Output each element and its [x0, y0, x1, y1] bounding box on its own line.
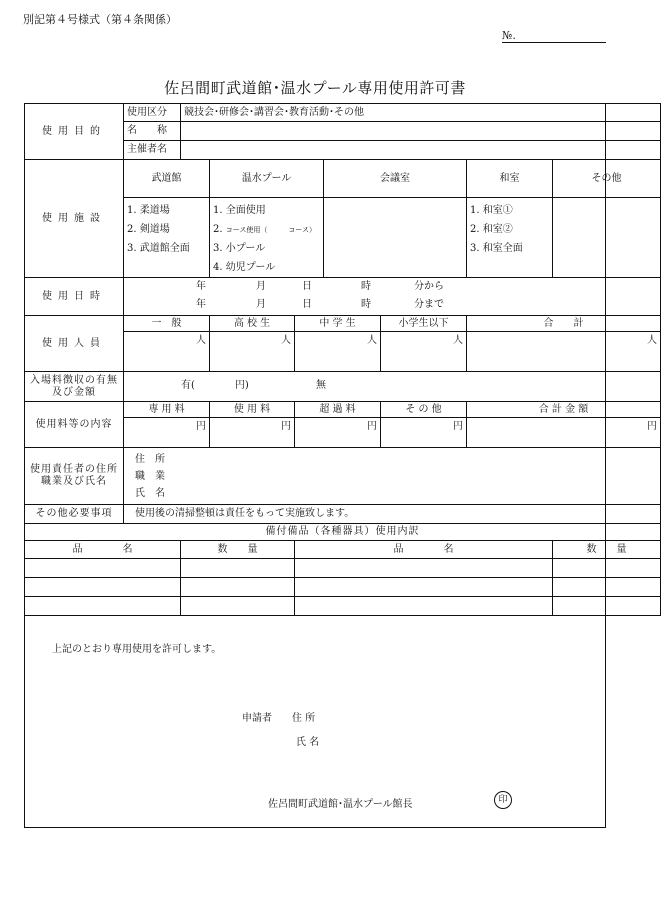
inventory-cell[interactable] — [181, 597, 295, 616]
other-requirements-text: 使用後の清掃整頓は責任をもって実施致します。 — [124, 505, 661, 524]
attendance-elementary-field[interactable]: 人 — [381, 332, 467, 372]
attendance-label: 使用人員 — [25, 316, 124, 372]
inventory-cell[interactable] — [25, 559, 181, 578]
end-month: 月 — [256, 299, 266, 310]
inventory-header-qty-2: 数 量 — [553, 541, 661, 559]
fee-overtime-field[interactable]: 円 — [295, 418, 381, 448]
fee-header-other: そ の 他 — [381, 402, 467, 418]
facility-header-washitsu: 和室 — [467, 160, 553, 198]
facility-header-meeting-room: 会議室 — [324, 160, 467, 198]
inventory-header-item-1: 品 名 — [25, 541, 181, 559]
category-label: 使用区分 — [124, 104, 181, 122]
fee-header-total: 合 計 金 額 — [467, 402, 661, 418]
end-day: 日 — [302, 299, 312, 310]
schedule-label: 使用日時 — [25, 278, 124, 316]
fee-header-usage: 使 用 料 — [210, 402, 295, 418]
facility-header-other: その他 — [553, 160, 661, 198]
inventory-header-qty-1: 数 量 — [181, 541, 295, 559]
applicant-name-label: 氏 名 — [296, 737, 320, 748]
applicant-address-label: 申請者 住 所 — [242, 713, 316, 724]
option-washitsu-2[interactable]: 2. 和室② — [470, 224, 513, 235]
meeting-room-options[interactable] — [324, 198, 467, 278]
attendance-total-field[interactable]: 人 — [467, 332, 661, 372]
event-name-label: 名 称 — [124, 122, 181, 141]
start-minute-from: 分から — [414, 281, 444, 292]
inventory-cell[interactable] — [553, 597, 661, 616]
table-row — [25, 597, 661, 616]
category-options: 競技会･研修会･講習会･教育活動･その他 — [181, 104, 661, 122]
fee-total-field[interactable]: 円 — [467, 418, 661, 448]
inventory-cell[interactable] — [25, 578, 181, 597]
admission-no[interactable]: 無 — [316, 380, 326, 391]
issuer-name: 佐呂間町武道館･温水プール館長 — [268, 799, 413, 810]
option-washitsu-full[interactable]: 3. 和室全面 — [470, 243, 523, 254]
option-washitsu-1[interactable]: 1. 和室① — [470, 205, 513, 216]
washitsu-options — [467, 198, 553, 278]
attendance-general-field[interactable]: 人 — [124, 332, 210, 372]
inventory-cell[interactable] — [181, 578, 295, 597]
option-small-pool[interactable]: 3. 小プール — [213, 243, 266, 254]
fee-exclusive-field[interactable]: 円 — [124, 418, 210, 448]
other-requirements-label: その他必要事項 — [25, 505, 124, 524]
end-hour: 時 — [361, 299, 371, 310]
option-pool-full[interactable]: 1. 全面使用 — [213, 205, 266, 216]
form-reference: 別記第４号様式（第４条関係） — [23, 13, 177, 26]
attendance-header-general: 一 般 — [124, 316, 210, 332]
attendance-header-junior-high: 中 学 生 — [295, 316, 381, 332]
option-budokan-full[interactable]: 3. 武道館全面 — [127, 243, 190, 254]
responsible-name-label: 氏名 — [135, 487, 175, 499]
inventory-cell[interactable] — [25, 597, 181, 616]
attendance-junior-high-field[interactable]: 人 — [295, 332, 381, 372]
responsible-label: 使用責任者の住所職業及び氏名 — [25, 448, 124, 505]
organizer-field[interactable] — [181, 141, 661, 160]
facility-header-budokan: 武道館 — [124, 160, 210, 198]
inventory-cell[interactable] — [295, 597, 553, 616]
event-name-field[interactable] — [181, 122, 661, 141]
start-day: 日 — [302, 281, 312, 292]
start-year: 年 — [196, 281, 206, 292]
responsible-field[interactable] — [124, 448, 661, 505]
other-facility-options[interactable] — [553, 198, 661, 278]
organizer-label: 主催者名 — [124, 141, 181, 160]
end-year: 年 — [196, 299, 206, 310]
inventory-header-item-2: 品 名 — [295, 541, 553, 559]
admission-label: 入場料徴収の有無及び金額 — [25, 372, 124, 402]
responsible-occupation-label: 職業 — [135, 470, 175, 482]
fee-other-field[interactable]: 円 — [381, 418, 467, 448]
fee-header-overtime: 超 過 料 — [295, 402, 381, 418]
inventory-cell[interactable] — [553, 559, 661, 578]
facilities-label: 使用施設 — [25, 160, 124, 278]
admission-yes[interactable]: 有( 円) — [181, 380, 249, 391]
pool-options — [210, 198, 324, 278]
end-minute-until: 分まで — [414, 299, 444, 310]
attendance-header-elementary: 小学生以下 — [381, 316, 467, 332]
schedule-field[interactable] — [124, 278, 661, 316]
document-number-field: №. — [502, 30, 606, 43]
permit-table — [24, 103, 661, 616]
start-month: 月 — [256, 281, 266, 292]
inventory-cell[interactable] — [295, 559, 553, 578]
facility-header-pool: 温水プール — [210, 160, 324, 198]
seal-stamp: 印 — [494, 791, 512, 809]
option-judo-hall[interactable]: 1. 柔道場 — [127, 205, 170, 216]
responsible-address-label: 住所 — [135, 453, 175, 465]
admission-field[interactable] — [124, 372, 661, 402]
fee-header-exclusive: 専 用 料 — [124, 402, 210, 418]
inventory-cell[interactable] — [553, 578, 661, 597]
permit-statement: 上記のとおり専用使用を許可します。 — [52, 644, 222, 655]
fees-label: 使用料等の内容 — [25, 402, 124, 448]
start-hour: 時 — [361, 281, 371, 292]
option-kids-pool[interactable]: 4. 幼児プール — [213, 262, 276, 273]
page-title: 佐呂間町武道館･温水プール専用使用許可書 — [164, 79, 466, 97]
budokan-options — [124, 198, 210, 278]
inventory-title: 備付備品（各種器具）使用内訳 — [25, 524, 661, 541]
inventory-cell[interactable] — [181, 559, 295, 578]
attendance-header-high-school: 高 校 生 — [210, 316, 295, 332]
table-row — [25, 559, 661, 578]
attendance-header-total: 合 計 — [467, 316, 661, 332]
attendance-high-school-field[interactable]: 人 — [210, 332, 295, 372]
inventory-cell[interactable] — [295, 578, 553, 597]
purpose-label: 使用目的 — [25, 104, 124, 160]
fee-usage-field[interactable]: 円 — [210, 418, 295, 448]
option-pool-lanes[interactable]: 2. コース使用（ コース） — [213, 224, 317, 235]
table-row — [25, 578, 661, 597]
option-kendo-hall[interactable]: 2. 剣道場 — [127, 224, 170, 235]
